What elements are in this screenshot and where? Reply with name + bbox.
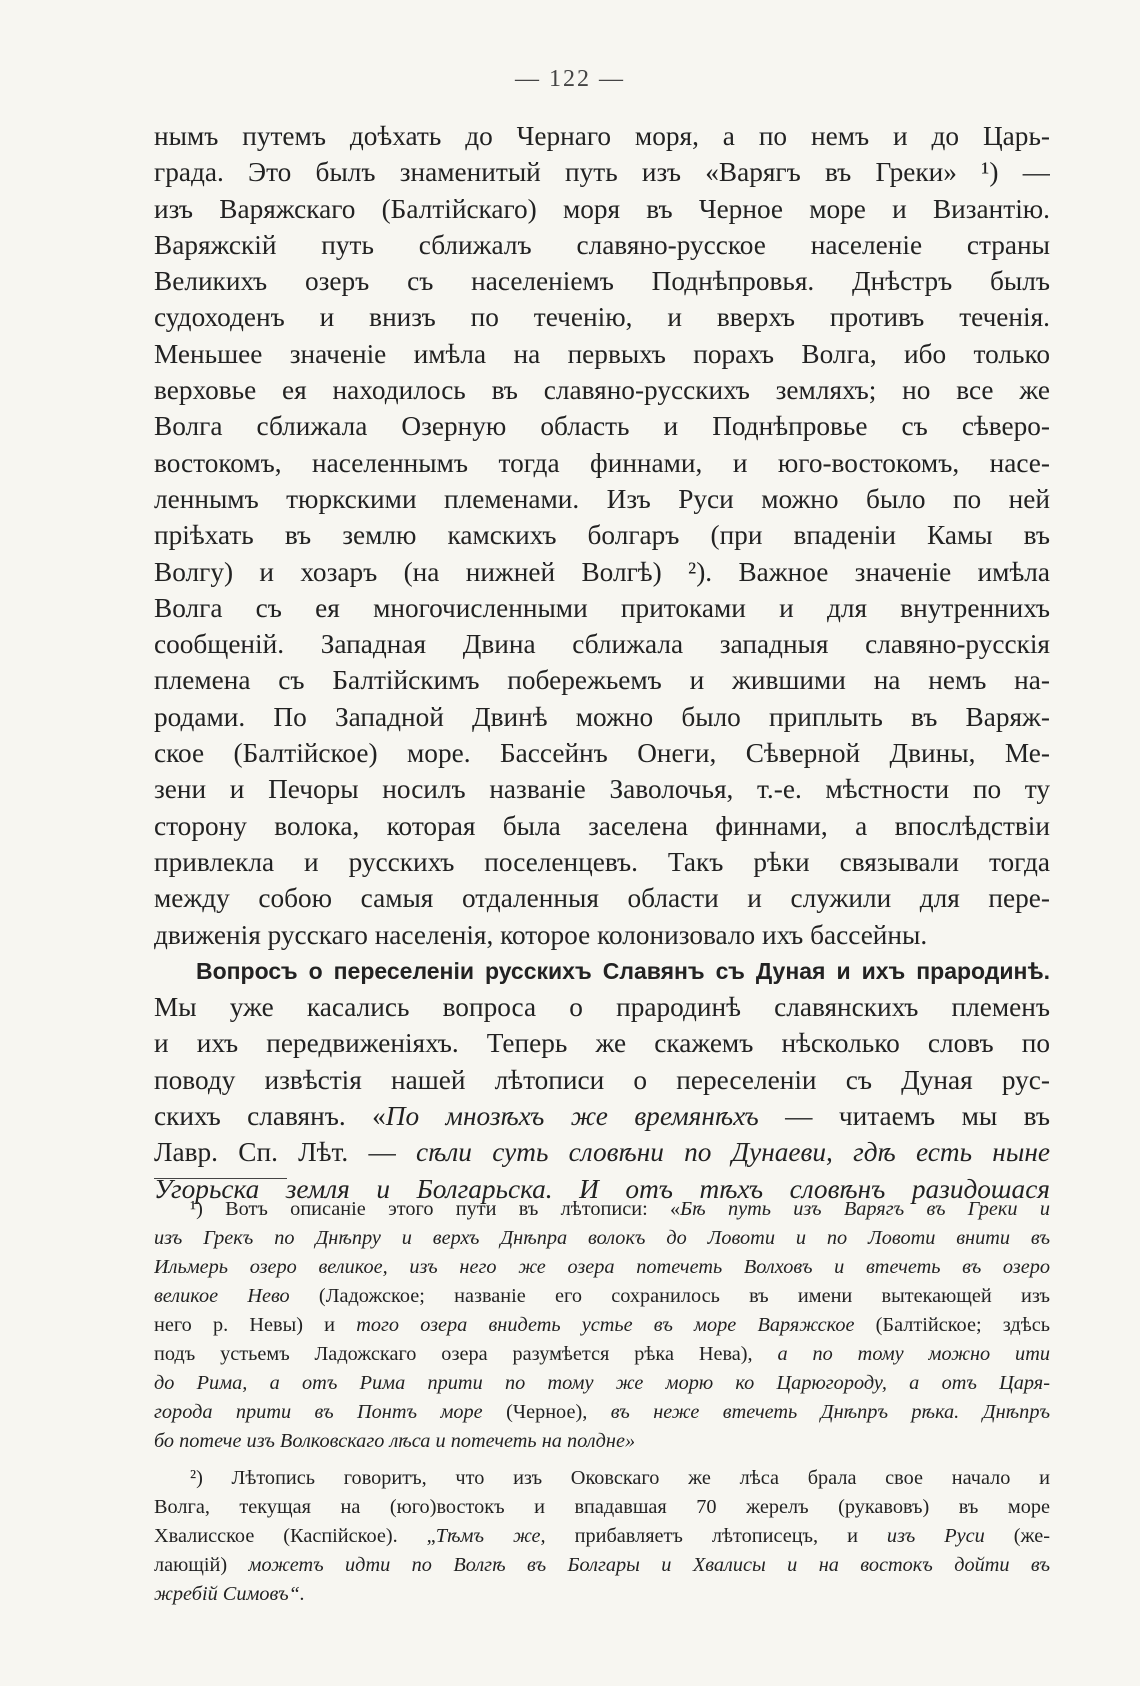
text-line (154, 1134, 1050, 1170)
text-line: движенія русскаго населенія, которое колонизовало ихъ бассейны. (154, 919, 928, 950)
quote-run: въ неже втечеть Днѣпръ рѣка. Днѣпръ (610, 1401, 1050, 1423)
text-run: скихъ славянъ. « (154, 1101, 386, 1132)
footnote-line: бо потече изъ Волковскаго лѣса и потечеть на полдне» (154, 1430, 636, 1452)
text-line: востокомъ, населеннымъ тогда финнами, и юго-востокомъ, насе- (154, 447, 1050, 478)
page-number: — 122 — (515, 66, 625, 92)
footnote-line: изъ Грекъ по Днѣпру и верхъ Днѣпра волокъ до Ловоти и по Ловоти внити въ (154, 1227, 1050, 1249)
section-heading: Вопросъ о переселеніи русскихъ Славянъ съ Дуная и ихъ прародинѣ. (196, 957, 1050, 984)
quote-run: великое Нево (154, 1285, 290, 1307)
quote-run: сѣли суть словѣни по Дунаеви, гдѣ есть ныне (416, 1137, 1050, 1168)
text-line: между собою самыя отдаленныя области и служили для пере- (154, 883, 1050, 914)
text-run: Лавр. Сп. Лѣт. — (154, 1137, 417, 1168)
footnote-line: Ильмерь озеро великое, изъ него же озера потечеть Волховъ и втечеть въ озеро (154, 1256, 1050, 1278)
main-text (154, 118, 1050, 1207)
text-run: лающій) (154, 1554, 249, 1576)
text-line: привлекла и русскихъ поселенцевъ. Такъ рѣки связывали тогда (154, 846, 1050, 877)
text-line: поводу извѣстія нашей лѣтописи о переселеніи съ Дуная рус- (154, 1064, 1050, 1095)
text-line: нымъ путемъ доѣхать до Чернаго моря, а по немъ и до Царь- (154, 121, 1050, 151)
text-line: пріѣхать въ землю камскихъ болгаръ (при впаденіи Камы въ (154, 520, 1050, 551)
text-run: Хвалисское (Каспійское). „ (154, 1525, 436, 1547)
text-line: зени и Печоры носилъ названіе Заволочья, т.-е. мѣстности по ту (154, 774, 1050, 805)
text-run: подъ устьемъ Ладожскаго озера разумѣется рѣка Нева), (154, 1343, 778, 1365)
text-line: Волга сближала Озерную область и Поднѣпровье съ сѣверо- (154, 411, 1050, 442)
text-line: судоходенъ и внизъ по теченію, и вверхъ противъ теченія. (154, 302, 1050, 333)
text-line (154, 1098, 1050, 1134)
text-run: (же- (984, 1525, 1050, 1547)
quote-run: можетъ идти по Волгѣ въ Болгары и Хвалисы и на востокъ дойти въ (248, 1554, 1050, 1576)
footnote-line (154, 1340, 1050, 1369)
quote-run: Тѣмъ же, (435, 1525, 546, 1547)
footnote-line (154, 1551, 1050, 1580)
footnote-line (154, 1311, 1050, 1340)
footnote-line (154, 1398, 1050, 1427)
quote-run: а по тому можно ити (777, 1343, 1050, 1365)
quote-run: По мнозѣхъ же времянѣхъ (385, 1101, 759, 1132)
text-line: Варяжскій путь сближалъ славяно-русское населеніе страны (154, 229, 1050, 260)
footnote-line (154, 1195, 1050, 1224)
text-line: верховье ея находилось въ славяно-русскихъ земляхъ; но все же (154, 375, 1050, 406)
footnote-line: до Рима, а отъ Рима прити по тому же морю ко Царюгороду, а отъ Царя- (154, 1372, 1050, 1394)
text-run: (Балтійское; здѣсь (854, 1314, 1050, 1336)
text-line: родами. По Западной Двинѣ можно было приплыть въ Варяж- (154, 701, 1050, 732)
footnote-line: жребій Симовъ“. (154, 1583, 305, 1605)
text-line: Меньшее значеніе имѣла на первыхъ порахъ Волга, ибо только (154, 338, 1050, 369)
text-line: и ихъ передвиженіяхъ. Теперь же скажемъ нѣсколько словъ по (154, 1028, 1050, 1059)
text-line: Волгу) и хозаръ (на нижней Волгѣ) ²). Важное значеніе имѣла (154, 556, 1050, 587)
text-line: леннымъ тюркскими племенами. Изъ Руси можно было по ней (154, 483, 1050, 514)
text-run: — читаемъ мы въ (758, 1101, 1050, 1132)
text-line: ское (Балтійское) море. Бассейнъ Онеги, Сѣверной Двины, Ме- (154, 738, 1050, 769)
text-run: него р. Невы) и (154, 1314, 357, 1336)
text-line: изъ Варяжскаго (Балтійскаго) моря въ Черное море и Византію. (154, 193, 1050, 224)
text-run: (Черное), (482, 1401, 611, 1423)
footnote-line (154, 1282, 1050, 1311)
text-line: Волга съ ея многочисленными притоками и для внутреннихъ (154, 592, 1050, 623)
text-line: сторону волока, которая была заселена финнами, а впослѣдствіи (154, 810, 1050, 841)
quote-run: того озера внидеть устье въ море Варяжское (356, 1314, 855, 1336)
text-line: сообщеній. Западная Двина сближала западныя славяно-русскія (154, 629, 1050, 660)
footnotes (154, 1195, 1050, 1609)
footnote-line (154, 1522, 1050, 1551)
text-run: (Ладожское; названіе его сохранилось въ имени вытекающей изъ (289, 1285, 1050, 1307)
footnote-line: Волга, текущая на (юго)востокъ и впадавшая 70 жерелъ (рукавовъ) въ море (154, 1496, 1050, 1518)
text-line: града. Это былъ знаменитый путь изъ «Варягъ въ Греки» ¹) — (154, 157, 1050, 188)
text-run: прибавляетъ лѣтописецъ, и (545, 1525, 887, 1547)
text-line: Великихъ озеръ съ населеніемъ Поднѣпровья. Днѣстръ былъ (154, 266, 1050, 297)
footnote-line: ²) Лѣтопись говоритъ, что изъ Оковскаго же лѣса брала свое начало и (190, 1467, 1050, 1489)
quote-run: Бѣ путь изъ Варягъ въ Греки и (680, 1198, 1050, 1220)
quote-line: Угорьска земля и Болгарьска. И отъ тѣхъ словѣнъ разидошася (154, 1173, 1050, 1204)
footnote-divider (154, 1178, 287, 1179)
text-line: племена съ Балтійскимъ побережьемъ и жившими на немъ на- (154, 665, 1050, 696)
text-run: ¹) Вотъ описаніе этого пути въ лѣтописи: « (190, 1198, 681, 1220)
quote-run: изъ Руси (886, 1525, 985, 1547)
quote-run: города прити въ Понтъ море (154, 1401, 483, 1423)
text-line: Мы уже касались вопроса о прародинѣ славянскихъ племенъ (154, 992, 1050, 1023)
